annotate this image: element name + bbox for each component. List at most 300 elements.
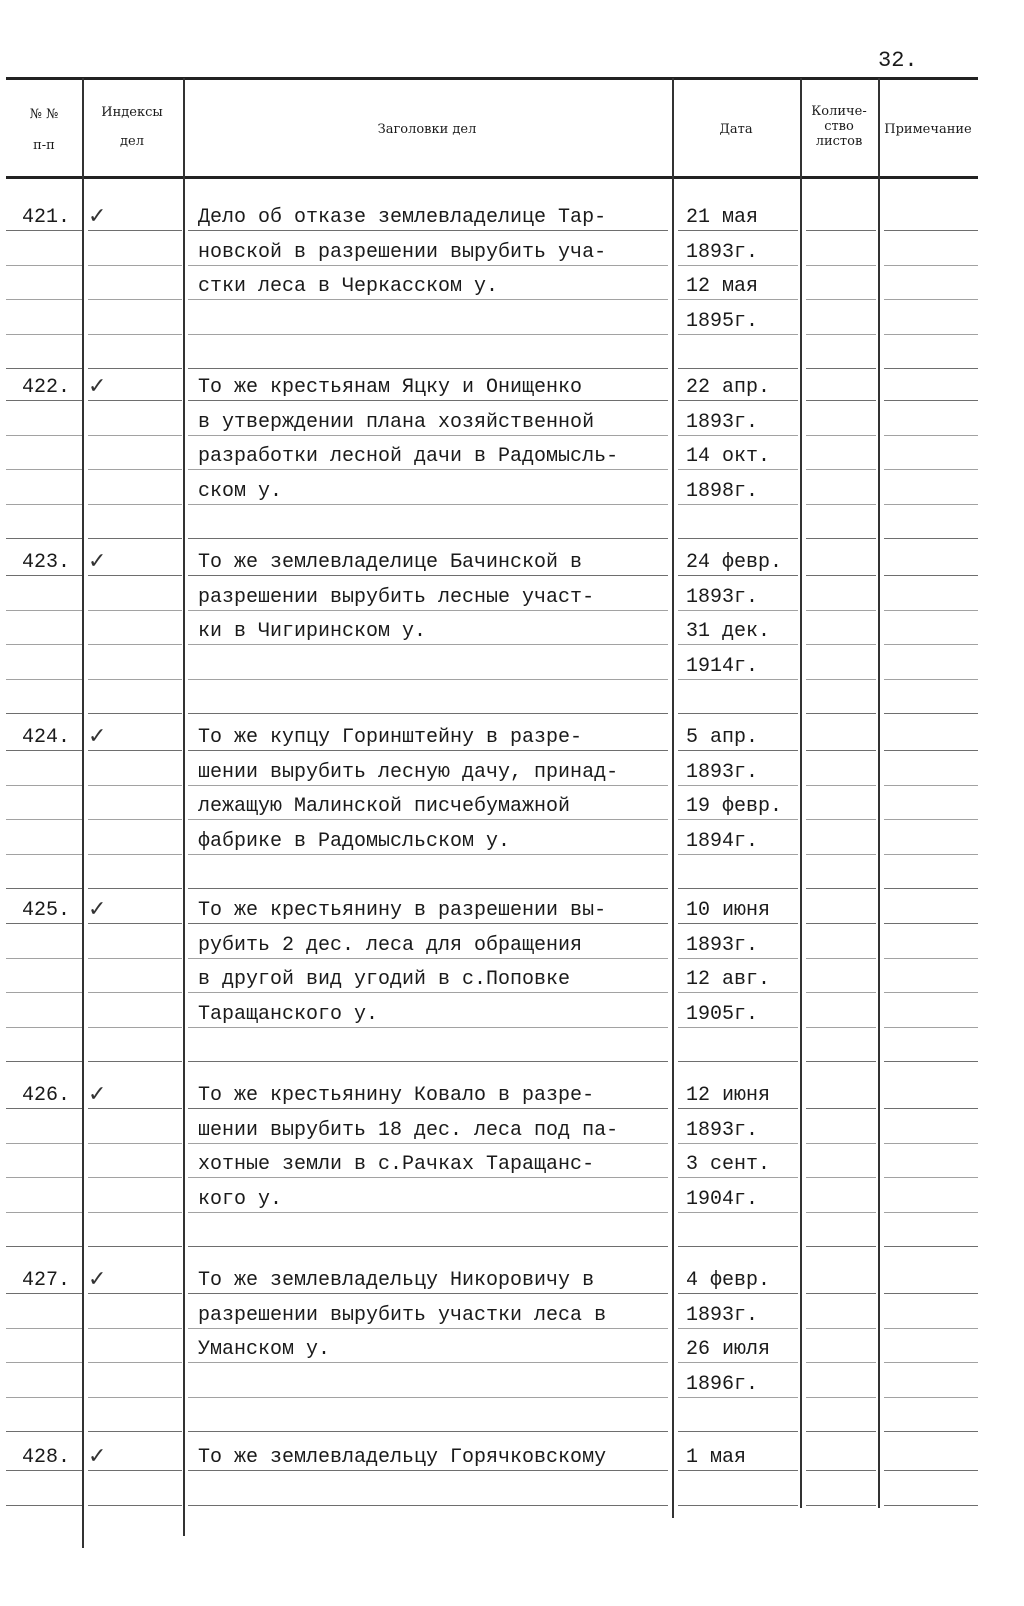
column-divider bbox=[672, 78, 674, 1518]
row-rule bbox=[806, 435, 876, 436]
row-number: 421. bbox=[21, 206, 70, 229]
row-rule bbox=[678, 575, 798, 576]
row-rule bbox=[678, 1362, 798, 1363]
row-rule bbox=[188, 368, 668, 369]
row-title-line: разрешении вырубить участки леса в bbox=[198, 1303, 607, 1327]
row-rule bbox=[6, 1061, 82, 1062]
row-rule bbox=[188, 1397, 668, 1398]
header-sheets-line1: Количе- bbox=[811, 104, 867, 119]
row-rule bbox=[678, 435, 798, 436]
row-rule bbox=[806, 1470, 876, 1471]
row-number: 422. bbox=[21, 376, 70, 399]
row-date-line: 12 июня bbox=[686, 1084, 771, 1107]
row-rule bbox=[188, 854, 668, 855]
row-rule bbox=[88, 1470, 182, 1471]
row-rule bbox=[806, 504, 876, 505]
row-date-line: 1896г. bbox=[686, 1372, 759, 1396]
row-title-line: шении вырубить 18 дес. леса под па- bbox=[198, 1118, 619, 1142]
row-date-line: 26 июля bbox=[686, 1338, 771, 1361]
row-rule bbox=[88, 435, 182, 436]
row-rule bbox=[806, 1293, 876, 1294]
row-rule bbox=[806, 819, 876, 820]
row-rule bbox=[678, 1470, 798, 1471]
row-title-line: рубить 2 дес. леса для обращения bbox=[198, 933, 583, 957]
row-rule bbox=[884, 368, 978, 369]
row-date-line: 1898г. bbox=[686, 479, 759, 503]
row-rule bbox=[188, 334, 668, 335]
row-rule bbox=[88, 644, 182, 645]
checkmark-icon: ✓ bbox=[88, 374, 107, 399]
header-index-line2: дел bbox=[120, 134, 144, 149]
row-rule bbox=[188, 230, 668, 231]
row-rule bbox=[884, 923, 978, 924]
row-rule bbox=[6, 1431, 82, 1432]
row-rule bbox=[678, 958, 798, 959]
row-rule bbox=[884, 713, 978, 714]
row-rule bbox=[88, 1177, 182, 1178]
row-rule bbox=[188, 538, 668, 539]
row-title-line: То же землевладелице Бачинской в bbox=[198, 551, 583, 574]
row-rule bbox=[6, 1212, 82, 1213]
row-rule bbox=[806, 888, 876, 889]
row-rule bbox=[806, 992, 876, 993]
column-divider bbox=[878, 78, 880, 1508]
row-rule bbox=[806, 265, 876, 266]
row-date-line: 1914г. bbox=[686, 654, 759, 678]
row-rule bbox=[884, 1505, 978, 1506]
row-rule bbox=[884, 785, 978, 786]
row-rule bbox=[88, 1027, 182, 1028]
row-rule bbox=[678, 1328, 798, 1329]
row-rule bbox=[188, 1470, 668, 1471]
row-rule bbox=[678, 1143, 798, 1144]
row-rule bbox=[88, 1212, 182, 1213]
row-rule bbox=[6, 265, 82, 266]
row-rule bbox=[806, 334, 876, 335]
row-date-line: 14 окт. bbox=[686, 445, 771, 468]
row-rule bbox=[188, 1362, 668, 1363]
row-rule bbox=[678, 1108, 798, 1109]
header-title: Заголовки дел bbox=[377, 122, 477, 137]
row-rule bbox=[806, 713, 876, 714]
row-rule bbox=[6, 1143, 82, 1144]
row-rule bbox=[884, 299, 978, 300]
row-rule bbox=[884, 644, 978, 645]
checkmark-icon: ✓ bbox=[88, 1267, 107, 1292]
row-rule bbox=[6, 923, 82, 924]
row-rule bbox=[806, 679, 876, 680]
row-rule bbox=[6, 1108, 82, 1109]
row-rule bbox=[188, 1177, 668, 1178]
row-rule bbox=[188, 785, 668, 786]
row-rule bbox=[806, 1212, 876, 1213]
row-date-line: 1904г. bbox=[686, 1187, 759, 1211]
row-rule bbox=[188, 1143, 668, 1144]
row-title-line: ском у. bbox=[198, 479, 283, 503]
row-rule bbox=[678, 888, 798, 889]
row-title-line: фабрике в Радомысльском у. bbox=[198, 829, 511, 853]
row-rule bbox=[188, 610, 668, 611]
row-title-line: Таращанского у. bbox=[198, 1002, 379, 1026]
row-number: 428. bbox=[21, 1446, 70, 1469]
row-rule bbox=[806, 1328, 876, 1329]
row-rule bbox=[884, 854, 978, 855]
row-date-line: 22 апр. bbox=[686, 376, 771, 399]
row-title-line: стки леса в Черкасском у. bbox=[198, 275, 499, 298]
row-title-line: новской в разрешении вырубить уча- bbox=[198, 240, 607, 264]
row-rule bbox=[806, 958, 876, 959]
row-rule bbox=[806, 923, 876, 924]
header-sheets-line2: ство bbox=[824, 119, 854, 134]
row-date-line: 3 сент. bbox=[686, 1153, 771, 1176]
row-rule bbox=[678, 299, 798, 300]
column-divider bbox=[183, 78, 185, 1536]
row-rule bbox=[6, 854, 82, 855]
row-rule bbox=[88, 368, 182, 369]
row-rule bbox=[678, 504, 798, 505]
row-rule bbox=[88, 1431, 182, 1432]
row-rule bbox=[88, 265, 182, 266]
row-rule bbox=[88, 334, 182, 335]
row-rule bbox=[678, 785, 798, 786]
row-rule bbox=[6, 888, 82, 889]
row-rule bbox=[188, 299, 668, 300]
row-rule bbox=[6, 538, 82, 539]
row-rule bbox=[88, 610, 182, 611]
row-date-line: 1894г. bbox=[686, 829, 759, 853]
row-rule bbox=[678, 265, 798, 266]
column-divider bbox=[800, 78, 802, 1508]
row-rule bbox=[88, 888, 182, 889]
row-rule bbox=[6, 504, 82, 505]
row-date-line: 1893г. bbox=[686, 410, 759, 434]
row-date-line: 1905г. bbox=[686, 1002, 759, 1026]
row-date-line: 21 мая bbox=[686, 206, 759, 229]
row-rule bbox=[188, 265, 668, 266]
row-rule bbox=[806, 230, 876, 231]
row-rule bbox=[6, 610, 82, 611]
row-rule bbox=[88, 992, 182, 993]
row-rule bbox=[884, 1212, 978, 1213]
row-title-line: Уманском у. bbox=[198, 1338, 331, 1361]
row-rule bbox=[188, 819, 668, 820]
row-rule bbox=[884, 1177, 978, 1178]
header-bottom-rule bbox=[6, 176, 978, 179]
row-rule bbox=[884, 750, 978, 751]
row-rule bbox=[678, 610, 798, 611]
row-rule bbox=[6, 785, 82, 786]
row-rule bbox=[678, 750, 798, 751]
header-date: Дата bbox=[719, 122, 753, 137]
row-rule bbox=[6, 750, 82, 751]
row-number: 423. bbox=[21, 551, 70, 574]
row-title-line: разработки лесной дачи в Радомысль- bbox=[198, 445, 619, 468]
row-rule bbox=[188, 504, 668, 505]
row-rule bbox=[6, 299, 82, 300]
row-title-line: То же землевладельцу Горячковскому bbox=[198, 1446, 607, 1469]
row-date-line: 5 апр. bbox=[686, 726, 759, 749]
row-rule bbox=[88, 1246, 182, 1247]
row-title-line: в утверждении плана хозяйственной bbox=[198, 410, 595, 434]
row-rule bbox=[188, 1328, 668, 1329]
row-rule bbox=[188, 679, 668, 680]
row-rule bbox=[806, 400, 876, 401]
row-rule bbox=[188, 958, 668, 959]
row-rule bbox=[678, 819, 798, 820]
row-rule bbox=[678, 368, 798, 369]
row-number: 426. bbox=[21, 1084, 70, 1107]
row-rule bbox=[6, 334, 82, 335]
row-rule bbox=[88, 679, 182, 680]
row-date-line: 24 февр. bbox=[686, 551, 783, 574]
row-rule bbox=[806, 1431, 876, 1432]
row-title-line: кого у. bbox=[198, 1187, 283, 1211]
row-rule bbox=[88, 469, 182, 470]
row-rule bbox=[678, 644, 798, 645]
row-rule bbox=[678, 1431, 798, 1432]
row-rule bbox=[884, 819, 978, 820]
row-rule bbox=[884, 504, 978, 505]
row-rule bbox=[678, 679, 798, 680]
row-rule bbox=[188, 575, 668, 576]
row-rule bbox=[6, 230, 82, 231]
row-date-line: 19 февр. bbox=[686, 795, 783, 818]
header-number bbox=[6, 106, 82, 154]
row-rule bbox=[884, 1143, 978, 1144]
row-rule bbox=[88, 1293, 182, 1294]
column-divider bbox=[82, 78, 84, 1548]
row-title-line: ки в Чигиринском у. bbox=[198, 620, 427, 643]
row-rule bbox=[678, 334, 798, 335]
row-rule bbox=[678, 538, 798, 539]
row-rule bbox=[806, 1505, 876, 1506]
row-date-line: 1893г. bbox=[686, 240, 759, 264]
row-rule bbox=[88, 575, 182, 576]
row-rule bbox=[678, 469, 798, 470]
row-rule bbox=[6, 1246, 82, 1247]
row-rule bbox=[678, 1505, 798, 1506]
row-rule bbox=[884, 1293, 978, 1294]
checkmark-icon: ✓ bbox=[88, 549, 107, 574]
row-rule bbox=[884, 230, 978, 231]
row-rule bbox=[806, 785, 876, 786]
row-rule bbox=[806, 854, 876, 855]
checkmark-icon: ✓ bbox=[88, 204, 107, 229]
row-rule bbox=[678, 230, 798, 231]
row-rule bbox=[188, 713, 668, 714]
row-rule bbox=[88, 299, 182, 300]
row-rule bbox=[884, 1108, 978, 1109]
row-rule bbox=[188, 1505, 668, 1506]
row-rule bbox=[678, 923, 798, 924]
header-index bbox=[82, 104, 182, 150]
row-rule bbox=[884, 1027, 978, 1028]
row-rule bbox=[88, 750, 182, 751]
row-rule bbox=[6, 679, 82, 680]
header-number-line2: п-п bbox=[33, 138, 55, 153]
row-rule bbox=[806, 1143, 876, 1144]
row-title-line: То же крестьянину Ковало в разре- bbox=[198, 1084, 595, 1107]
row-rule bbox=[6, 400, 82, 401]
page-number: 32. bbox=[878, 48, 918, 73]
row-rule bbox=[6, 1470, 82, 1471]
row-rule bbox=[188, 992, 668, 993]
row-rule bbox=[6, 1328, 82, 1329]
row-rule bbox=[806, 469, 876, 470]
row-rule bbox=[678, 1212, 798, 1213]
row-date-line: 10 июня bbox=[686, 899, 771, 922]
row-rule bbox=[6, 1505, 82, 1506]
row-title-line: То же купцу Горинштейну в разре- bbox=[198, 726, 583, 749]
row-rule bbox=[6, 1293, 82, 1294]
row-rule bbox=[88, 1505, 182, 1506]
row-rule bbox=[88, 923, 182, 924]
row-rule bbox=[806, 644, 876, 645]
row-rule bbox=[88, 785, 182, 786]
row-rule bbox=[884, 888, 978, 889]
row-rule bbox=[884, 575, 978, 576]
row-rule bbox=[6, 713, 82, 714]
row-rule bbox=[6, 644, 82, 645]
header-sheets-line3: листов bbox=[815, 134, 863, 149]
row-rule bbox=[884, 1328, 978, 1329]
row-rule bbox=[88, 1328, 182, 1329]
row-rule bbox=[884, 992, 978, 993]
row-rule bbox=[88, 1362, 182, 1363]
checkmark-icon: ✓ bbox=[88, 897, 107, 922]
row-number: 425. bbox=[21, 899, 70, 922]
row-rule bbox=[884, 1470, 978, 1471]
row-rule bbox=[678, 1397, 798, 1398]
header-sheets bbox=[800, 104, 878, 149]
row-rule bbox=[884, 1362, 978, 1363]
row-rule bbox=[884, 538, 978, 539]
row-rule bbox=[88, 713, 182, 714]
row-rule bbox=[806, 1027, 876, 1028]
row-rule bbox=[884, 1397, 978, 1398]
row-rule bbox=[806, 750, 876, 751]
row-rule bbox=[884, 958, 978, 959]
row-rule bbox=[188, 1431, 668, 1432]
row-rule bbox=[806, 538, 876, 539]
row-rule bbox=[678, 713, 798, 714]
row-date-line: 1893г. bbox=[686, 933, 759, 957]
header-index-line1: Индексы bbox=[101, 105, 163, 120]
row-rule bbox=[806, 299, 876, 300]
row-rule bbox=[188, 1293, 668, 1294]
row-rule bbox=[806, 1177, 876, 1178]
row-date-line: 31 дек. bbox=[686, 620, 771, 643]
row-rule bbox=[678, 1027, 798, 1028]
row-rule bbox=[806, 575, 876, 576]
row-rule bbox=[88, 854, 182, 855]
row-rule bbox=[188, 435, 668, 436]
row-rule bbox=[6, 1027, 82, 1028]
header-number-line1: № № bbox=[29, 107, 59, 122]
row-title-line: в другой вид угодий в с.Поповке bbox=[198, 968, 571, 991]
row-rule bbox=[88, 1397, 182, 1398]
header-top-rule bbox=[6, 77, 978, 80]
row-rule bbox=[188, 469, 668, 470]
row-rule bbox=[6, 368, 82, 369]
row-title-line: разрешении вырубить лесные участ- bbox=[198, 585, 595, 609]
row-rule bbox=[88, 538, 182, 539]
row-rule bbox=[88, 230, 182, 231]
row-rule bbox=[6, 435, 82, 436]
row-rule bbox=[88, 1061, 182, 1062]
row-rule bbox=[188, 1212, 668, 1213]
row-rule bbox=[678, 1061, 798, 1062]
row-title-line: шении вырубить лесную дачу, принад- bbox=[198, 760, 619, 784]
row-date-line: 1893г. bbox=[686, 1118, 759, 1142]
row-rule bbox=[6, 1397, 82, 1398]
row-rule bbox=[806, 1362, 876, 1363]
row-rule bbox=[884, 469, 978, 470]
row-rule bbox=[806, 1397, 876, 1398]
row-rule bbox=[6, 469, 82, 470]
row-rule bbox=[884, 435, 978, 436]
row-date-line: 1895г. bbox=[686, 309, 759, 333]
row-date-line: 4 февр. bbox=[686, 1269, 771, 1292]
row-rule bbox=[884, 1431, 978, 1432]
checkmark-icon: ✓ bbox=[88, 1082, 107, 1107]
row-rule bbox=[678, 854, 798, 855]
row-rule bbox=[6, 958, 82, 959]
row-number: 427. bbox=[21, 1269, 70, 1292]
row-rule bbox=[188, 888, 668, 889]
row-title-line: Дело об отказе землевладелице Тар- bbox=[198, 206, 607, 229]
row-date-line: 1893г. bbox=[686, 585, 759, 609]
row-rule bbox=[188, 1246, 668, 1247]
row-rule bbox=[884, 610, 978, 611]
row-rule bbox=[678, 1293, 798, 1294]
checkmark-icon: ✓ bbox=[88, 724, 107, 749]
row-rule bbox=[678, 992, 798, 993]
row-title-line: хотные земли в с.Рачках Таращанс- bbox=[198, 1153, 595, 1176]
row-rule bbox=[188, 1061, 668, 1062]
row-rule bbox=[6, 1177, 82, 1178]
row-rule bbox=[678, 1246, 798, 1247]
row-date-line: 1 мая bbox=[686, 1446, 747, 1469]
row-date-line: 1893г. bbox=[686, 1303, 759, 1327]
row-number: 424. bbox=[21, 726, 70, 749]
row-date-line: 1893г. bbox=[686, 760, 759, 784]
row-title-line: лежащую Малинской писчебумажной bbox=[198, 795, 571, 818]
row-title-line: То же землевладельцу Никоровичу в bbox=[198, 1269, 595, 1292]
header-note: Примечание bbox=[884, 122, 972, 137]
row-rule bbox=[806, 1246, 876, 1247]
row-rule bbox=[678, 400, 798, 401]
row-rule bbox=[884, 265, 978, 266]
row-rule bbox=[188, 644, 668, 645]
row-rule bbox=[188, 1027, 668, 1028]
row-title-line: То же крестьянину в разрешении вы- bbox=[198, 899, 607, 922]
row-title-line: То же крестьянам Яцку и Онищенко bbox=[198, 376, 583, 399]
row-rule bbox=[88, 400, 182, 401]
row-rule bbox=[884, 1246, 978, 1247]
row-date-line: 12 мая bbox=[686, 275, 759, 298]
row-rule bbox=[88, 504, 182, 505]
row-rule bbox=[806, 1061, 876, 1062]
row-rule bbox=[88, 1108, 182, 1109]
row-rule bbox=[88, 1143, 182, 1144]
row-rule bbox=[6, 992, 82, 993]
row-rule bbox=[806, 610, 876, 611]
checkmark-icon: ✓ bbox=[88, 1444, 107, 1469]
row-rule bbox=[188, 1108, 668, 1109]
row-rule bbox=[884, 1061, 978, 1062]
row-rule bbox=[88, 958, 182, 959]
